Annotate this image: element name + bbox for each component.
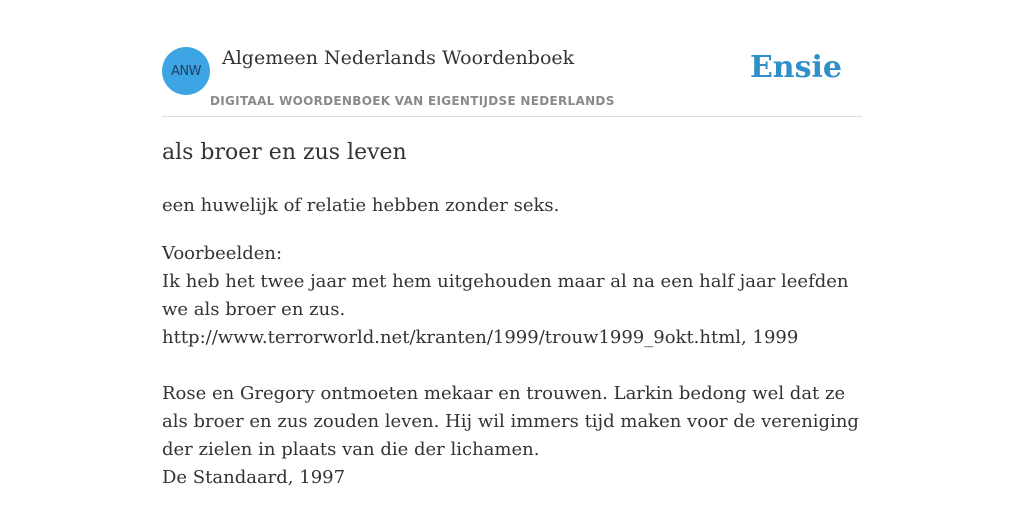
example-source: De Standaard, 1997 — [162, 467, 346, 488]
site-subtitle: DIGITAAL WOORDENBOEK VAN EIGENTIJDSE NEDERLANDS — [210, 94, 615, 108]
anw-logo[interactable] — [162, 47, 210, 95]
example-item — [162, 380, 867, 492]
example-item — [162, 268, 867, 352]
entry-definition: een huwelijk of relatie hebben zonder seks. — [162, 195, 560, 216]
example-source: http://www.terrorworld.net/kranten/1999/trouw1999_9okt.html, 1999 — [162, 327, 799, 348]
example-text: Ik heb het twee jaar met hem uitgehouden maar al na een half jaar leefden we als broer en zus. — [162, 271, 849, 320]
entry-headword: als broer en zus leven — [162, 140, 407, 165]
site-header — [162, 46, 862, 117]
logo-text: ANW — [171, 63, 201, 79]
ensie-logo[interactable]: Ensie — [749, 50, 842, 85]
site-title[interactable]: Algemeen Nederlands Woordenboek — [222, 47, 575, 69]
examples-label: Voorbeelden: — [162, 243, 283, 264]
example-text: Rose en Gregory ontmoeten mekaar en trouwen. Larkin bedong wel dat ze als broer en zus zouden leven. Hij wil immers tijd maken voor de vereniging der zielen in plaats van die der lichamen. — [162, 383, 859, 460]
examples-section — [162, 240, 867, 512]
